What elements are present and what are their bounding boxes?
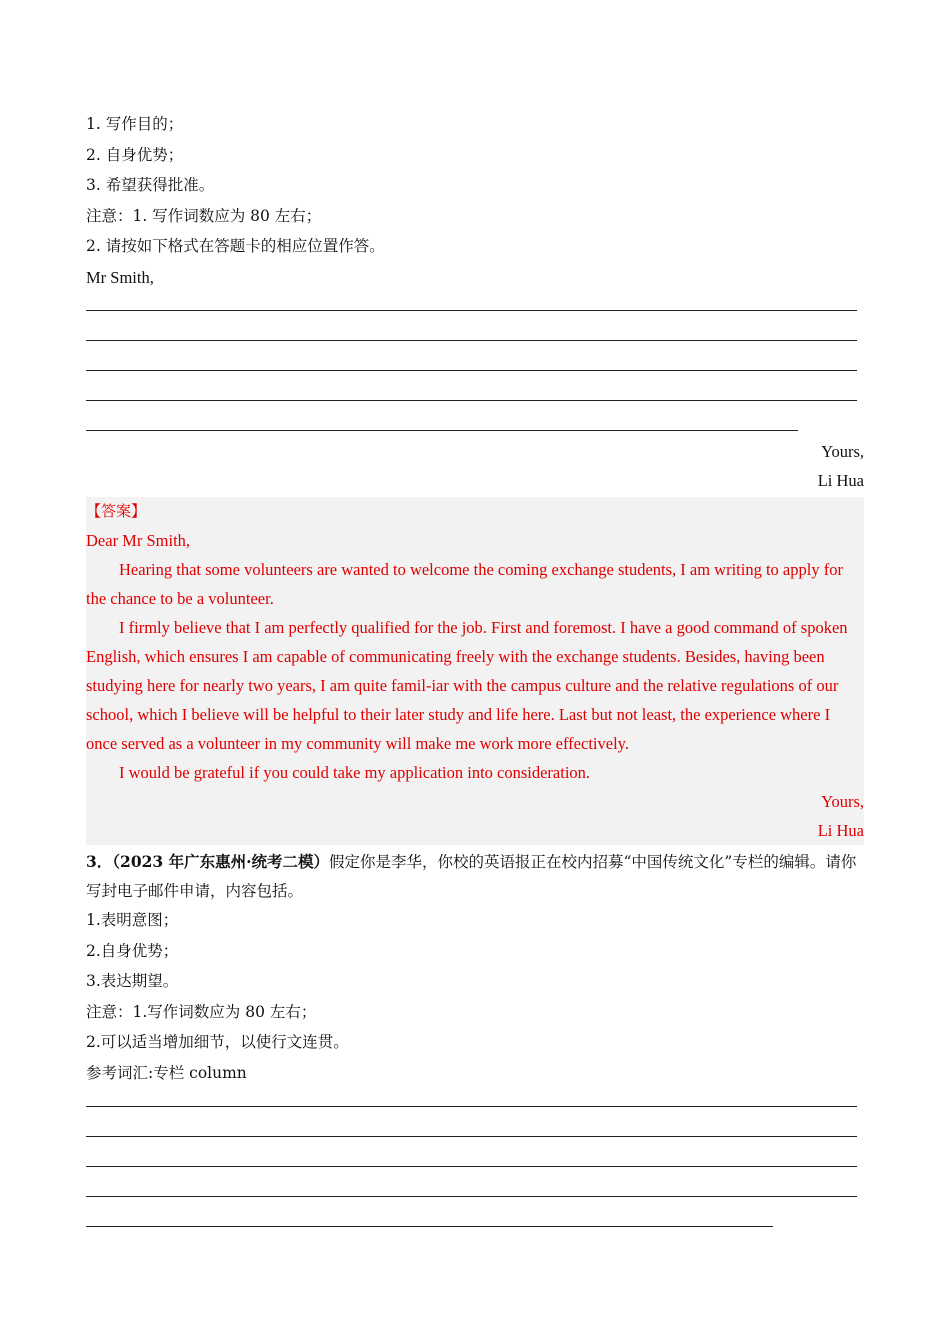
writing-line	[86, 1137, 857, 1167]
q3-requirement-1: 1.表明意图；	[86, 911, 179, 929]
answer-paragraph-2: I firmly believe that I am perfectly qualified for the job. First and foremost. I have a good command of spoken English, which ensures I am capable of communicating freely with the exchange students. Besides, having been studying here for nearly two years, I am quite famil-iar with the campus culture and the relative regulations of our school, which I believe will be helpful to their later study and life here. Last but not least, the experience where I once served as a volunteer in my community will make me work more effectively.	[86, 618, 848, 753]
writing-line	[86, 371, 857, 401]
q2-requirement-3: 3. 希望获得批准。	[86, 176, 215, 194]
answer-block	[86, 497, 864, 845]
answer-signature: Li Hua	[817, 821, 864, 840]
q2-note-format: 2. 请按如下格式在答题卡的相应位置作答。	[86, 237, 385, 255]
q3-source: （2023 年广东惠州·统考二模）	[112, 852, 329, 871]
writing-line	[86, 401, 798, 431]
q3-prompt-text: 假定你是李华，你校的英语报正在校内招募“中国传统文化”专栏的编辑。请你写封电子邮件申请，内容包括。	[86, 853, 857, 900]
answer-paragraph-1: Hearing that some volunteers are wanted to welcome the coming exchange students, I am writing to apply for the chance to be a volunteer.	[86, 560, 843, 608]
q3-note-word-count: 注意：1.写作词数应为 80 左右；	[86, 1002, 317, 1021]
answer-greeting: Dear Mr Smith,	[86, 531, 191, 550]
writing-line	[86, 1167, 857, 1197]
q3-writing-lines	[86, 1077, 864, 1227]
q3-number: 3．	[86, 852, 113, 871]
q2-signature: Li Hua	[817, 471, 864, 490]
q3-requirement-3: 3.表达期望。	[86, 972, 179, 990]
q3-note-details: 2.可以适当增加细节，以使行文连贯。	[86, 1033, 349, 1051]
q2-writing-lines	[86, 281, 864, 431]
answer-closing: Yours,	[821, 792, 864, 811]
writing-line	[86, 281, 857, 311]
document-page	[86, 110, 864, 1227]
q2-requirement-2: 2. 自身优势；	[86, 145, 184, 164]
writing-line	[86, 311, 857, 341]
q2-salutation: Mr Smith,	[86, 267, 154, 287]
q2-note-word-count: 注意：1. 写作词数应为 80 左右；	[86, 206, 322, 225]
q2-closing: Yours,	[821, 442, 864, 461]
writing-line	[86, 1197, 773, 1227]
q3-prompt	[86, 847, 864, 906]
writing-line	[86, 341, 857, 371]
q2-requirement-1: 1. 写作目的；	[86, 115, 184, 133]
answer-paragraph-3: I would be grateful if you could take my application into consideration.	[119, 763, 591, 782]
writing-line	[86, 1107, 857, 1137]
q3-vocabulary: 参考词汇:专栏 column	[86, 1063, 247, 1082]
q3-requirement-2: 2.自身优势；	[86, 941, 179, 960]
answer-tag: 【答案】	[86, 502, 147, 520]
